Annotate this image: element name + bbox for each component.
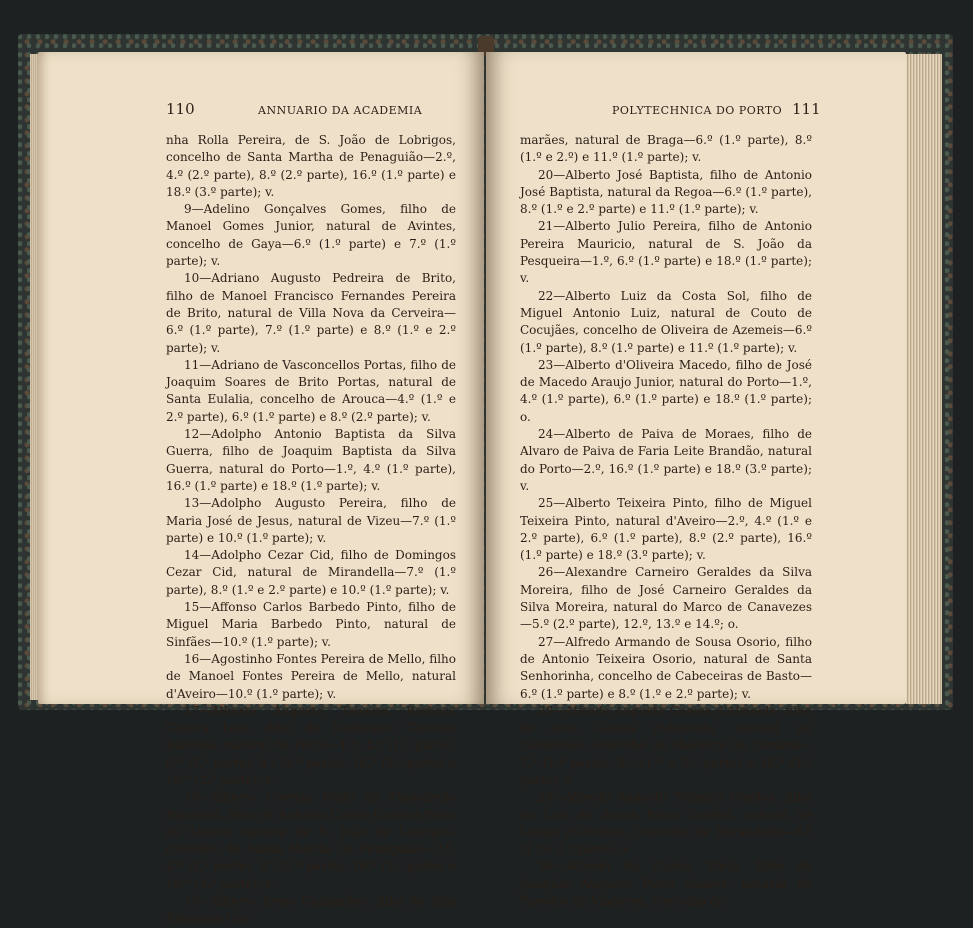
paragraph: 30—Alfredo da Cunha Pinto, filho de Joaquim Augusto Pinto Soares, natural de Paredes de Viadores, concelho do: [520, 859, 812, 909]
paragraph: 28—Alfredo Augusto Gomes d'Almeida, filho de José Gomes d'Almeida, natural de Castellões, concelho de Macieira de Cambra—7.º (1.º parte), 8.º (1.º e 2.º parte) e 10.º (1.º parte); v.: [520, 703, 812, 787]
paragraph: 27—Alfredo Armando de Sousa Osorio, filho de Antonio Teixeira Osorio, natural de Santa Senhorinha, concelho de Cabeceiras de Basto—6.º (1.º parte) e 8.º (1.º e 2.º parte); v.: [520, 634, 812, 701]
paragraph: 29—Alfredo Augusto Teixeira Guedes, filho de Luiz de Sousa Pinto Guedes, natural de Lamas d'Orelhão, concelho de Mirandella—8.º (1.º e 2.º parte); v.: [520, 790, 812, 857]
paragraph: 10—Adriano Augusto Pedreira de Brito, filho de Manoel Francisco Fernandes Pereira de Brito, natural de Villa Nova da Cerveira—6.º (1.º parte), 7.º (1.º parte) e 8.º (1.º e 2.º parte); v.: [166, 271, 456, 355]
left-page-number: 110: [166, 100, 195, 118]
paragraph: 14—Adolpho Cezar Cid, filho de Domingos Cezar Cid, natural de Mirandella—7.º (1.º parte), 8.º (1.º e 2.º parte) e 10.º (1.º parte); v.: [166, 548, 456, 597]
right-page-number: 111: [792, 100, 821, 118]
paragraph: 11—Adriano de Vasconcellos Portas, filho de Joaquim Soares de Brito Portas, natural de Santa Eulalia, concelho de Arouca—4.º (1.º e 2.º parte), 6.º (1.º parte) e 8.º (2.º parte); v.: [166, 357, 456, 424]
left-running-header: ANNUARIO DA ACADEMIA: [258, 104, 423, 117]
paragraph: 20—Alberto José Baptista, filho de Antonio José Baptista, natural da Regoa—6.º (1.º parte), 8.º (1.º e 2.º parte) e 11.º (1.º parte); v.: [520, 167, 812, 217]
paragraph: 19—Alberto Jorge Guimarães, filho de Rita Filomena Gui-: [166, 894, 456, 926]
paragraph: 24—Alberto de Paiva de Moraes, filho de Alvaro de Paiva de Faria Leite Brandão, natural do Porto—2.º, 16.º (1.º parte) e 18.º (3.º parte); v.: [520, 427, 812, 493]
paragraph: 26—Alexandre Carneiro Geraldes da Silva Moreira, filho de José Carneiro Geraldes da Silva Moreira, natural do Marco de Canavezes—5.º (2.º parte), 12.º, 13.º e 14.º; o.: [520, 565, 812, 632]
paragraph: marães, natural de Braga—6.º (1.º parte), 8.º (1.º e 2.º) e 11.º (1.º parte); v.: [520, 133, 812, 165]
left-page-text: [166, 132, 456, 928]
paragraph: 13—Adolpho Augusto Pereira, filho de Maria José de Jesus, natural de Vizeu—7.º (1.º parte) e 10.º (1.º parte); v.: [166, 496, 456, 545]
paragraph: 21—Alberto Julio Pereira, filho de Antonio Pereira Mauricio, natural de S. João da Pesqueira—1.º, 6.º (1.º parte) e 18.º (1.º parte); v.: [520, 219, 812, 286]
paragraph: 23—Alberto d'Oliveira Macedo, filho de José de Macedo Araujo Junior, natural do Porto—1.º, 4.º (1.º parte), 6.º (1.º parte) e 18.º (1.º parte); o.: [520, 357, 812, 424]
paragraph: nha Rolla Pereira, de S. João de Lobrigos, concelho de Santa Martha de Penaguião—2.º, 4.º (2.º parte), 8.º (2.º parte), 16.º (1.º parte) e 18.º (3.º parte); v.: [166, 133, 456, 199]
paragraph: 15—Affonso Carlos Barbedo Pinto, filho de Miguel Maria Barbedo Pinto, natural de Sinfães—10.º (1.º parte); v.: [166, 600, 456, 649]
paragraph: 25—Alberto Teixeira Pinto, filho de Miguel Teixeira Pinto, natural d'Aveiro—2.º, 4.º (1.º e 2.º parte), 6.º (1.º parte), 8.º (2.º parte), 16.º (1.º parte) e 18.º (3.º parte); v.: [520, 496, 812, 563]
paragraph: 12—Adolpho Antonio Baptista da Silva Guerra, filho de Joaquim Baptista da Silva Guerra, natural do Porto—1.º, 4.º (1.º parte), 16.º (1.º parte) e 18.º (1.º parte); v.: [166, 427, 456, 493]
paragraph: 17—Alberto Augusto Teixeira Barbosa Guerra Leal, filho de Domingos Teixeira Barbosa, natural do Porto—1.º, 4.º (1.º parte), 6.º (2.º parte), 8.º (2.º parte), 16.º (1.º parte) e 18.º (2.º parte); v.: [166, 703, 456, 787]
paragraph: 16—Agostinho Fontes Pereira de Mello, filho de Manoel Fontes Pereira de Mello, natural d'Aveiro—10.º (1.º parte); v.: [166, 651, 457, 701]
right-page-edges: [906, 54, 942, 704]
paragraph: 22—Alberto Luiz da Costa Sol, filho de Miguel Antonio Luiz, natural de Couto de Cocujães, concelho de Oliveira de Azemeis—6.º (1.º parte), 8.º (1.º parte) e 11.º (1.º parte); v.: [520, 288, 812, 355]
paragraph: 18—Alberto Correia Pinto de Figueiredo Pimentel, filho de Antonio Carlos Correia Pinto de Lemos, natural de S. João de Lobrigos, concelho de Santa Martha de Penaguião—2.º, 4.º (2.º parte), 8.º (2.º parte), 16.º (1.º parte) e 18.º (3.º parte); v.: [166, 790, 456, 891]
paragraph: 9—Adelino Gonçalves Gomes, filho de Manoel Gomes Junior, natural de Avintes, concelho de Gaya—6.º (1.º parte) e 7.º (1.º parte); v.: [166, 202, 456, 269]
right-running-header: POLYTECHNICA DO PORTO: [612, 104, 783, 117]
right-page-text: [520, 132, 812, 910]
